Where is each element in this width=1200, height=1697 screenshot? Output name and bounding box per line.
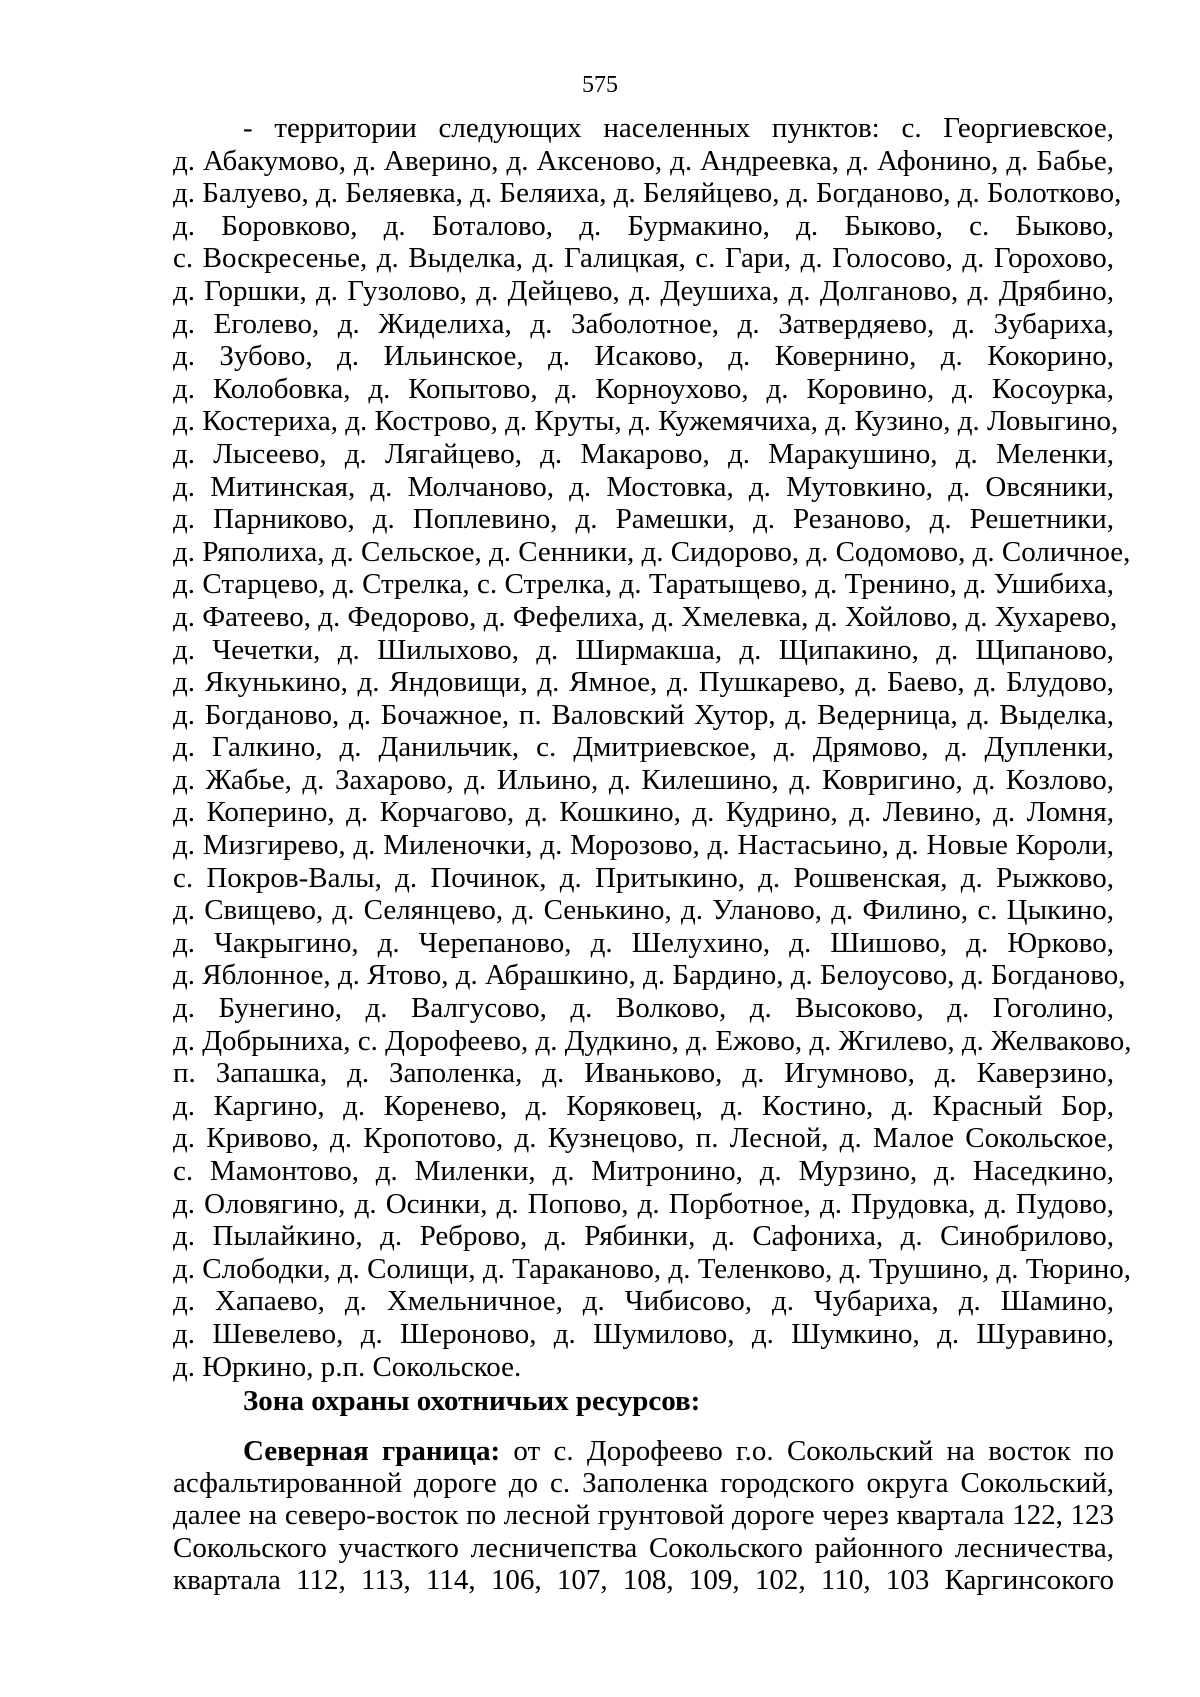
text-line: д. Балуево, д. Беляевка, д. Беляиха, д. Беляйцево, д. Богданово, д. Болотково, bbox=[173, 177, 1122, 210]
text-line: д. Шевелево, д. Шероново, д. Шумилово, д. Шумкино, д. Шуравино, bbox=[173, 1317, 1114, 1350]
text-line: д. Лысеево, д. Лягайцево, д. Макарово, д. Маракушино, д. Меленки, bbox=[173, 437, 1114, 470]
text-line: д. Слободки, д. Солищи, д. Тараканово, д. Теленково, д. Трушино, д. Тюрино, bbox=[173, 1252, 1131, 1285]
text-line: д. Юркино, р.п. Сокольское. bbox=[173, 1350, 522, 1383]
text-line: с. Воскресенье, д. Выделка, д. Галицкая, с. Гари, д. Голосово, д. Горохово, bbox=[173, 242, 1114, 275]
text-line: д. Галкино, д. Данильчик, с. Дмитриевское, д. Дрямово, д. Дупленки, bbox=[173, 731, 1114, 764]
text-line: д. Коперино, д. Корчагово, д. Кошкино, д. Кудрино, д. Левино, д. Ломня, bbox=[173, 796, 1114, 829]
text-line: д. Зубово, д. Ильинское, д. Исаково, д. Ковернино, д. Кокорино, bbox=[173, 340, 1114, 373]
text-line: д. Кривово, д. Кропотово, д. Кузнецово, п. Лесной, д. Малое Сокольское, bbox=[173, 1122, 1114, 1155]
text-line: д. Колобовка, д. Копытово, д. Корноухово, д. Коровино, д. Косоурка, bbox=[173, 372, 1114, 405]
text-line: квартала 112, 113, 114, 106, 107, 108, 109, 102, 110, 103 Каргинсокого bbox=[173, 1563, 1114, 1596]
text-line: д. Богданово, д. Бочажное, п. Валовский Хутор, д. Ведерница, д. Выделка, bbox=[173, 698, 1114, 731]
text-line: д. Якунькино, д. Яндовищи, д. Ямное, д. Пушкарево, д. Баево, д. Блудово, bbox=[173, 666, 1114, 699]
text-line: п. Запашка, д. Заполенка, д. Иваньково, д. Игумново, д. Каверзино, bbox=[173, 1057, 1114, 1090]
settlements-list bbox=[173, 112, 1132, 1418]
text-line: д. Чечетки, д. Шилыхово, д. Ширмакша, д. Щипакино, д. Щипаново, bbox=[173, 633, 1114, 666]
text-line: д. Оловягино, д. Осинки, д. Попово, д. Порботное, д. Прудовка, д. Пудово, bbox=[173, 1187, 1114, 1220]
text-line: д. Костериха, д. Кострово, д. Круты, д. Кужемячиха, д. Кузино, д. Ловыгино, bbox=[173, 405, 1119, 438]
text-line: д. Хапаево, д. Хмельничное, д. Чибисово, д. Чубариха, д. Шамино, bbox=[173, 1285, 1114, 1318]
north-boundary-label: Северная граница: bbox=[243, 1435, 501, 1467]
text-line: д. Пылайкино, д. Реброво, д. Рябинки, д. Сафониха, д. Синобрилово, bbox=[173, 1220, 1114, 1253]
text-line: д. Митинская, д. Молчаново, д. Мостовка, д. Мутовкино, д. Овсяники, bbox=[173, 470, 1114, 503]
text-line: д. Жабье, д. Захарово, д. Ильино, д. Килешино, д. Ковригино, д. Козлово, bbox=[173, 763, 1114, 796]
text-line: д. Еголево, д. Жиделиха, д. Заболотное, д. Затвердяево, д. Зубариха, bbox=[173, 307, 1114, 340]
text-line: д. Каргино, д. Коренево, д. Коряковец, д. Костино, д. Красный Бор, bbox=[173, 1089, 1114, 1122]
text-line: д. Старцево, д. Стрелка, с. Стрелка, д. Таратыщево, д. Тренино, д. Ушибиха, bbox=[173, 568, 1114, 601]
zone-heading: Зона охраны охотничьих ресурсов: bbox=[243, 1385, 701, 1418]
text-line: Сокольского участкого лесничепства Сокольского районного лесничества, bbox=[173, 1531, 1114, 1564]
text-line: д. Боровково, д. Боталово, д. Бурмакино, д. Быково, с. Быково, bbox=[173, 209, 1114, 242]
north-boundary-text: от с. Дорофеево г.о. Сокольский на восток по bbox=[500, 1435, 1114, 1467]
text-line: д. Добрыниха, с. Дорофеево, д. Дудкино, д. Ежово, д. Жгилево, д. Желваково, bbox=[173, 1024, 1132, 1057]
text-line: д. Абакумово, д. Аверино, д. Аксеново, д. Андреевка, д. Афонино, д. Бабье, bbox=[173, 144, 1114, 177]
north-boundary-paragraph bbox=[173, 1435, 1114, 1596]
page-number: 575 bbox=[582, 72, 618, 98]
text-line: - территории следующих населенных пунктов: с. Георгиевское, bbox=[243, 112, 1114, 144]
text-line: далее на северо-восток по лесной грунтовой дороге через квартала 122, 123 bbox=[173, 1499, 1114, 1532]
text-line: д. Фатеево, д. Федорово, д. Фефелиха, д. Хмелевка, д. Хойлово, д. Хухарево, bbox=[173, 600, 1118, 633]
text-line: д. Мизгирево, д. Миленочки, д. Морозово, д. Настасьино, д. Новые Короли, bbox=[173, 829, 1114, 862]
text-line bbox=[173, 1435, 1114, 1467]
text-line: д. Бунегино, д. Валгусово, д. Волково, д. Высоково, д. Гоголино, bbox=[173, 992, 1114, 1025]
text-line: с. Покров-Валы, д. Починок, д. Притыкино, д. Рошвенская, д. Рыжково, bbox=[173, 861, 1114, 894]
text-line: д. Чакрыгино, д. Черепаново, д. Шелухино, д. Шишово, д. Юрково, bbox=[173, 926, 1114, 959]
text-line: с. Мамонтово, д. Миленки, д. Митронино, д. Мурзино, д. Наседкино, bbox=[173, 1155, 1114, 1187]
text-line: д. Яблонное, д. Ятово, д. Абрашкино, д. Бардино, д. Белоусово, д. Богданово, bbox=[173, 959, 1126, 992]
text-line: д. Парниково, д. Поплевино, д. Рамешки, д. Резаново, д. Решетники, bbox=[173, 503, 1114, 536]
text-line: д. Свищево, д. Селянцево, д. Сенькино, д. Уланово, д. Филино, с. Цыкино, bbox=[173, 894, 1114, 927]
text-line: д. Ряполиха, д. Сельское, д. Сенники, д. Сидорово, д. Содомово, д. Соличное, bbox=[173, 535, 1131, 568]
text-line: д. Горшки, д. Гузолово, д. Дейцево, д. Деушиха, д. Долганово, д. Дрябино, bbox=[173, 274, 1114, 307]
text-line: асфальтированной дороге до с. Заполенка городского округа Сокольский, bbox=[173, 1467, 1114, 1500]
